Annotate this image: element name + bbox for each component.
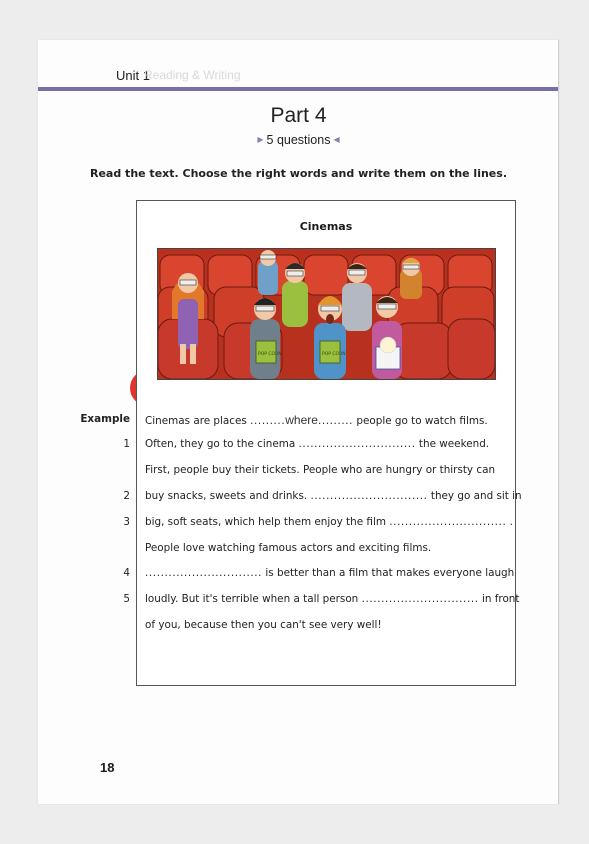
unit-header-bar — [38, 87, 559, 91]
answer-blank[interactable]: .............................. — [361, 593, 479, 605]
line-text: Often, they go to the cinema — [145, 438, 299, 450]
popcorn-label: POP CORN — [322, 352, 346, 357]
cinema-audience-illustration — [157, 248, 496, 380]
line-text: big, soft seats, which help them enjoy the film — [145, 516, 390, 528]
answer-blank[interactable]: ......... — [250, 415, 286, 427]
text-line — [145, 516, 513, 528]
text-line — [145, 619, 382, 631]
text-line — [145, 567, 514, 579]
answer-blank[interactable]: .............................. — [298, 438, 416, 450]
text-line — [145, 593, 519, 605]
line-text: loudly. But it's terrible when a tall person — [145, 593, 362, 605]
page-edge — [558, 40, 559, 804]
question-number: 2 — [123, 490, 130, 502]
answer-blank[interactable]: ......... — [317, 415, 354, 427]
text-line — [145, 490, 522, 502]
question-number: 4 — [123, 567, 130, 579]
task-instruction: Read the text. Choose the right words and write them on the lines. — [90, 167, 507, 180]
page-number: 18 — [100, 760, 115, 775]
line-text: is better than a film that makes everyone laugh — [262, 567, 515, 579]
question-number: Example — [80, 413, 130, 425]
answer-blank[interactable]: .............................. — [389, 516, 507, 528]
line-text: of you, because then you can't see very well! — [145, 619, 382, 631]
question-number: 3 — [123, 516, 130, 528]
text-line — [145, 413, 488, 427]
line-text: People love watching famous actors and exciting films. — [145, 542, 432, 554]
part-title: Part 4 — [270, 104, 327, 127]
question-count-text: 5 questions — [266, 133, 331, 147]
question-number: 1 — [123, 438, 130, 450]
unit-label: Unit 1 — [116, 68, 150, 83]
question-number: 5 — [123, 593, 130, 605]
text-title: Cinemas — [299, 220, 353, 233]
line-text: . — [506, 516, 513, 528]
answer-blank[interactable]: .............................. — [145, 567, 263, 579]
workbook-page — [38, 40, 559, 804]
answer-blank[interactable]: .............................. — [310, 490, 428, 502]
line-text: in front — [478, 593, 520, 605]
line-text: Cinemas are places — [145, 415, 251, 427]
arrow-right-icon: ▶ — [257, 135, 264, 144]
line-text: buy snacks, sweets and drinks. — [145, 490, 311, 502]
line-text: the weekend. — [415, 438, 490, 450]
text-line — [145, 464, 495, 476]
faded-section-label: Reading & Writing — [144, 68, 241, 82]
example-answer: where — [285, 413, 318, 427]
popcorn-label: POP CORN — [258, 352, 282, 357]
line-text: First, people buy their tickets. People who are hungry or thirsty can — [145, 464, 496, 476]
arrow-left-icon: ◀ — [333, 135, 340, 144]
text-line — [145, 438, 489, 450]
question-count — [38, 133, 559, 147]
line-text: people go to watch films. — [353, 415, 488, 427]
text-line — [145, 542, 431, 554]
line-text: they go and sit in — [427, 490, 522, 502]
